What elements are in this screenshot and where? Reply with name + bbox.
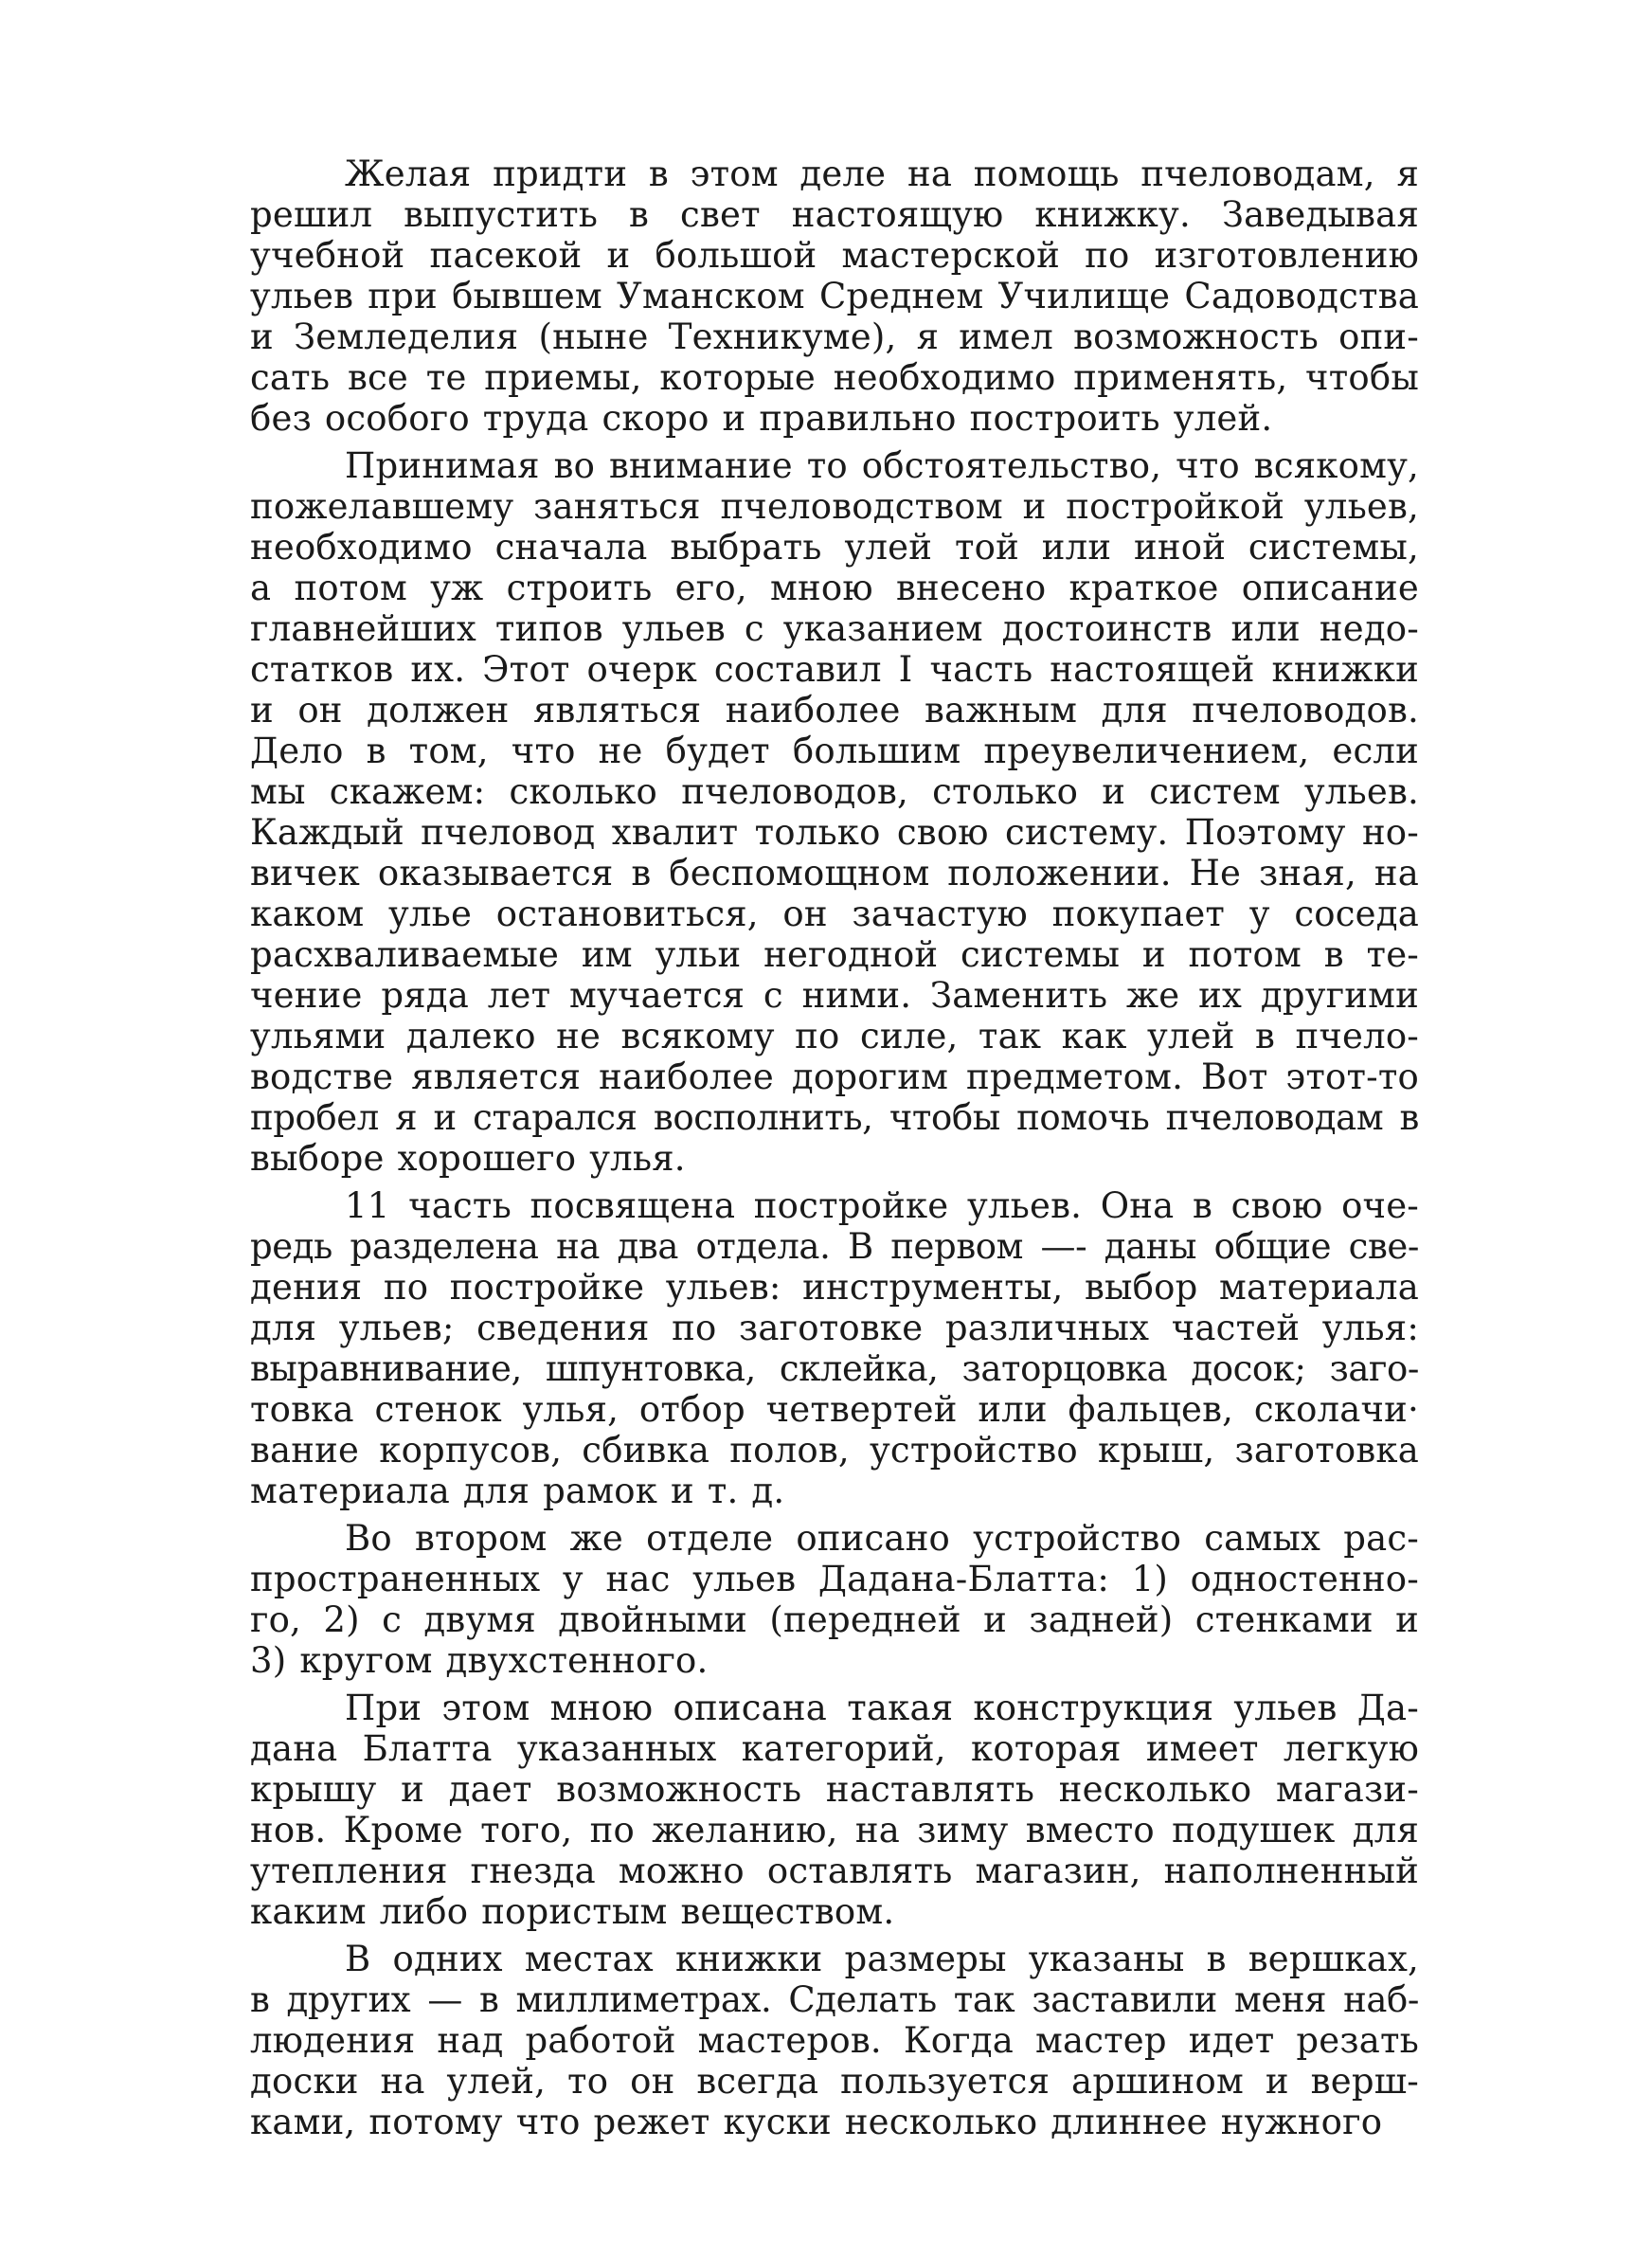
text-line: ульями далеко не всякому по силе, так как улей в пчело- bbox=[250, 1016, 1419, 1056]
text-line: главнейших типов ульев с указанием достоинств или недо- bbox=[250, 608, 1419, 649]
text-line: доски на улей, то он всегда пользуется аршином и верш- bbox=[250, 2061, 1419, 2102]
text-line: Принимая во внимание то обстоятельство, что всякому, bbox=[345, 445, 1419, 486]
text-line: без особого труда скоро и правильно построить улей. bbox=[250, 398, 1273, 439]
paragraph bbox=[250, 445, 1419, 1179]
text-line: статков их. Этот очерк составил I часть настоящей книжки bbox=[250, 649, 1419, 690]
text-line: пространенных у нас ульев Дадана-Блатта: 1) одностенно- bbox=[250, 1559, 1419, 1599]
text-line: утепления гнезда можно оставлять магазин, наполненный bbox=[250, 1851, 1419, 1891]
text-line: ками, потому что режет куски несколько длиннее нужного bbox=[250, 2102, 1383, 2142]
text-line: выборе хорошего улья. bbox=[250, 1138, 686, 1179]
text-line: а потом уж строить его, мною внесено краткое описание bbox=[250, 568, 1419, 608]
text-line: В одних местах книжки размеры указаны в вершках, bbox=[345, 1939, 1419, 1979]
text-line: Каждый пчеловод хвалит только свою систему. Поэтому но- bbox=[250, 812, 1419, 853]
text-line: ульев при бывшем Уманском Среднем Училище Садоводства bbox=[250, 276, 1419, 316]
text-line: чение ряда лет мучается с ними. Заменить же их другими bbox=[250, 975, 1419, 1016]
text-line: каком улье остановиться, он зачастую покупает у соседа bbox=[250, 894, 1419, 934]
text-line: и он должен являться наиболее важным для пчеловодов. bbox=[250, 690, 1419, 731]
paragraph bbox=[250, 1939, 1419, 2142]
text-line: учебной пасекой и большой мастерской по изготовлению bbox=[250, 235, 1419, 276]
text-line: водстве является наиболее дорогим предметом. Вот этот-то bbox=[250, 1056, 1419, 1097]
text-line: редь разделена на два отдела. В первом —- даны общие све- bbox=[250, 1226, 1419, 1267]
text-line: Желая придти в этом деле на помощь пчеловодам, я bbox=[345, 153, 1419, 194]
text-line: вание корпусов, сбивка полов, устройство крыш, заготовка bbox=[250, 1430, 1419, 1471]
text-line: дения по постройке ульев: инструменты, выбор материала bbox=[250, 1267, 1419, 1308]
text-line: товка стенок улья, отбор четвертей или фальцев, сколачи· bbox=[250, 1389, 1419, 1430]
text-line: и Земледелия (ныне Техникуме), я имел возможность опи- bbox=[250, 316, 1419, 357]
text-line: каким либо пористым веществом. bbox=[250, 1891, 895, 1932]
paragraph bbox=[250, 1185, 1419, 1511]
text-line: необходимо сначала выбрать улей той или иной системы, bbox=[250, 527, 1419, 568]
text-line: 3) кругом двухстенного. bbox=[250, 1640, 709, 1681]
text-line: для ульев; сведения по заготовке различных частей улья: bbox=[250, 1308, 1419, 1348]
paragraph bbox=[250, 153, 1419, 439]
body-text bbox=[250, 153, 1419, 2142]
text-line: крышу и дает возможность наставлять несколько магази- bbox=[250, 1769, 1419, 1810]
text-line: мы скажем: сколько пчеловодов, столько и систем ульев. bbox=[250, 771, 1419, 812]
text-line: людения над работой мастеров. Когда мастер идет резать bbox=[250, 2020, 1419, 2061]
text-line: выравнивание, шпунтовка, склейка, заторцовка досок; заго- bbox=[250, 1348, 1419, 1389]
text-line: 11 часть посвящена постройке ульев. Она в свою оче- bbox=[345, 1185, 1419, 1226]
text-line: материала для рамок и т. д. bbox=[250, 1471, 785, 1511]
text-line: в других — в миллиметрах. Сделать так заставили меня наб- bbox=[250, 1979, 1419, 2020]
text-line: вичек оказывается в беспомощном положении. Не зная, на bbox=[250, 853, 1419, 894]
text-line: нов. Кроме того, по желанию, на зиму вместо подушек для bbox=[250, 1810, 1419, 1851]
text-line: пробел я и старался восполнить, чтобы помочь пчеловодам в bbox=[250, 1097, 1419, 1138]
paragraph bbox=[250, 1688, 1419, 1932]
text-line: Дело в том, что не будет большим преувеличением, если bbox=[250, 731, 1419, 771]
text-line: расхваливаемые им ульи негодной системы и потом в те- bbox=[250, 934, 1419, 975]
text-line: При этом мною описана такая конструкция ульев Да- bbox=[345, 1688, 1419, 1728]
text-line: сать все те приемы, которые необходимо применять, чтобы bbox=[250, 357, 1419, 398]
text-line: дана Блатта указанных категорий, которая имеет легкую bbox=[250, 1728, 1419, 1769]
text-line: Во втором же отделе описано устройство самых рас- bbox=[345, 1518, 1419, 1559]
paragraph bbox=[250, 1518, 1419, 1681]
text-line: го, 2) с двумя двойными (передней и задней) стенками и bbox=[250, 1599, 1419, 1640]
text-line: пожелавшему заняться пчеловодством и постройкой ульев, bbox=[250, 486, 1419, 527]
text-line: решил выпустить в свет настоящую книжку. Заведывая bbox=[250, 194, 1419, 235]
